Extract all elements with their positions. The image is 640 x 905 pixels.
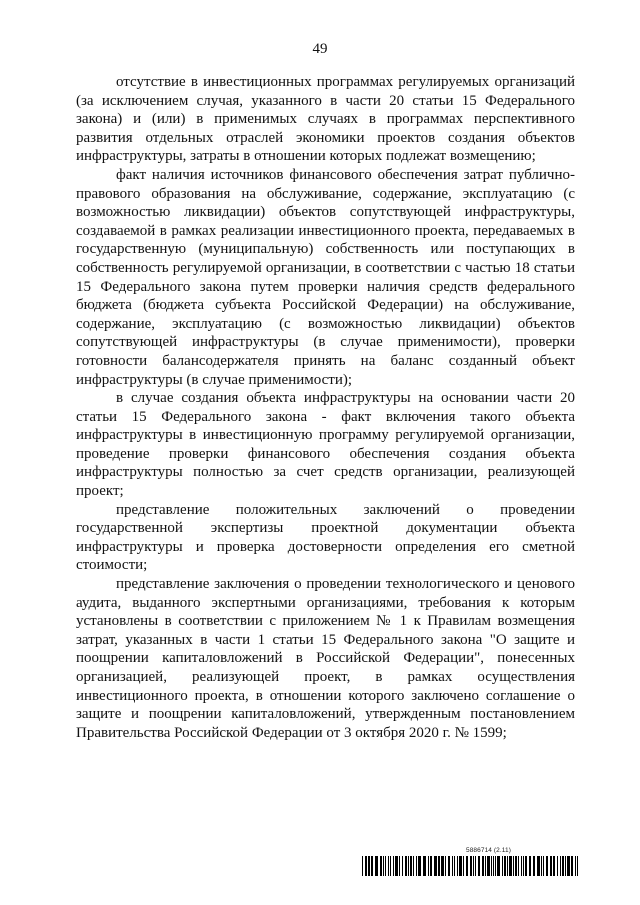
barcode-bar — [410, 856, 412, 876]
barcode-bar — [543, 856, 544, 876]
barcode-bar — [537, 856, 540, 876]
barcode-bar — [485, 856, 486, 876]
barcode-bar — [390, 856, 391, 876]
barcode-bar — [533, 856, 535, 876]
barcode-bar — [405, 856, 407, 876]
barcode-bar — [504, 856, 506, 876]
barcode-bar — [521, 856, 522, 876]
barcode-bar — [541, 856, 542, 876]
barcode-bar — [482, 856, 484, 876]
barcode-bar — [385, 856, 386, 876]
barcode-bar — [550, 856, 552, 876]
barcode-bar — [560, 856, 561, 876]
barcode-bar — [567, 856, 570, 876]
barcode-bar — [513, 856, 514, 876]
barcode-bar — [473, 856, 474, 876]
barcode-bar — [507, 856, 508, 876]
barcode-bar — [395, 856, 398, 876]
barcode-bar — [416, 856, 417, 876]
barcode-bar — [423, 856, 426, 876]
paragraph-1: отсутствие в инвестиционных программах регулируемых организаций (за исключением случая, указанного в части 20 статьи 15 Федерального закона) и (или) в применимых случаях в программах перспективного развития отдельных отраслей экономики проектов создания объектов инфраструктуры, затраты в отношении которых подлежат возмещению; — [76, 74, 575, 165]
barcode-bar — [491, 856, 492, 876]
barcode-bar — [413, 856, 414, 876]
barcode-bar — [441, 856, 444, 876]
barcode-bar — [452, 856, 453, 876]
barcode-bar — [371, 856, 373, 876]
barcode-bar — [565, 856, 566, 876]
barcode-bar — [509, 856, 512, 876]
barcode-bar — [434, 856, 437, 876]
barcode-bar — [466, 856, 468, 876]
barcode-bar — [454, 856, 455, 876]
barcode-bar — [375, 856, 378, 876]
barcode-bar — [577, 856, 578, 876]
barcode-bar — [518, 856, 519, 876]
barcode-bar — [365, 856, 367, 876]
barcode-bar — [402, 856, 403, 876]
barcode-bar — [388, 856, 389, 876]
barcode-bar — [457, 856, 458, 876]
page-number: 49 — [312, 41, 328, 57]
barcode-bar — [438, 856, 440, 876]
barcode-image — [362, 856, 580, 876]
barcode-bar — [529, 856, 531, 876]
barcode-bar — [445, 856, 446, 876]
document-stamp-code: 5886714 (2.11) — [466, 847, 512, 854]
paragraph-3: в случае создания объекта инфраструктуры на основании части 20 статьи 15 Федерального закона - факт включения такого объекта инфраструктуры в инвестиционную программу регулируемой организации, проведение проверки финансового обеспечения создания объекта инфраструктуры полностью за счет средств организации, реализующей проект; — [76, 390, 575, 500]
barcode-bar — [495, 856, 496, 876]
barcode-bar — [418, 856, 421, 876]
barcode-bar — [497, 856, 500, 876]
barcode-bar — [525, 856, 527, 876]
barcode-bar — [463, 856, 464, 876]
barcode-bar — [571, 856, 573, 876]
barcode-bar — [408, 856, 409, 876]
barcode-bar — [475, 856, 476, 876]
barcode-bar — [523, 856, 524, 876]
barcode-bar — [487, 856, 490, 876]
document-body — [76, 73, 575, 742]
barcode-bar — [393, 856, 394, 876]
barcode-bar — [546, 856, 548, 876]
barcode-bar — [575, 856, 576, 876]
barcode-bar — [459, 856, 462, 876]
barcode-bar — [562, 856, 564, 876]
barcode-bar — [362, 856, 363, 876]
paragraph-2: факт наличия источников финансового обеспечения затрат публично-правового образования на обслуживание, содержание, эксплуатацию (с возможностью ликвидации) объектов сопутствующей инфраструктуры, создаваемой в рамках реализации инвестиционного проекта, передаваемых в государственную (муниципальную) собственность или поступающих в собственность регулируемой организации, в соответствии с частью 18 статьи 15 Федерального закона путем проверки наличия средств федерального бюджета (бюджета субъекта Российской Федерации) на обслуживание, содержание, эксплуатацию (с возможностью ликвидации) объектов сопутствующей инфраструктуры (в случае применимости), проверки готовности балансодержателя принять на баланс созданный объект инфраструктуры (в случае применимости); — [76, 166, 575, 388]
barcode-bar — [428, 856, 429, 876]
barcode-bar — [399, 856, 400, 876]
barcode-bar — [470, 856, 472, 876]
barcode-bar — [502, 856, 503, 876]
barcode-bar — [515, 856, 517, 876]
barcode-bar — [430, 856, 432, 876]
barcode-bar — [380, 856, 382, 876]
barcode-bar — [557, 856, 558, 876]
barcode-bar — [448, 856, 450, 876]
barcode-bar — [478, 856, 480, 876]
barcode-bar — [493, 856, 494, 876]
barcode-bar — [553, 856, 555, 876]
barcode-bar — [368, 856, 370, 876]
paragraph-5: представление заключения о проведении технологического и ценового аудита, выданного экспертными организациями, требования к которым установлены в соответствии с приложением № 1 к Правилам возмещения затрат, указанных в части 1 статьи 15 Федерального закона "О защите и поощрении капиталовложений в Российской Федерации", понесенных организацией, реализующей проект, в рамках осуществления инвестиционного проекта, в отношении которого заключено соглашение о защите и поощрении капиталовложений, утвержденным постановлением Правительства Российской Федерации от 3 октября 2020 г. № 1599; — [76, 576, 575, 741]
paragraph-4: представление положительных заключений о проведении государственной экспертизы проектной документации объекта инфраструктуры и проверка достоверности определения его сметной стоимости; — [76, 501, 575, 574]
barcode-bar — [383, 856, 384, 876]
